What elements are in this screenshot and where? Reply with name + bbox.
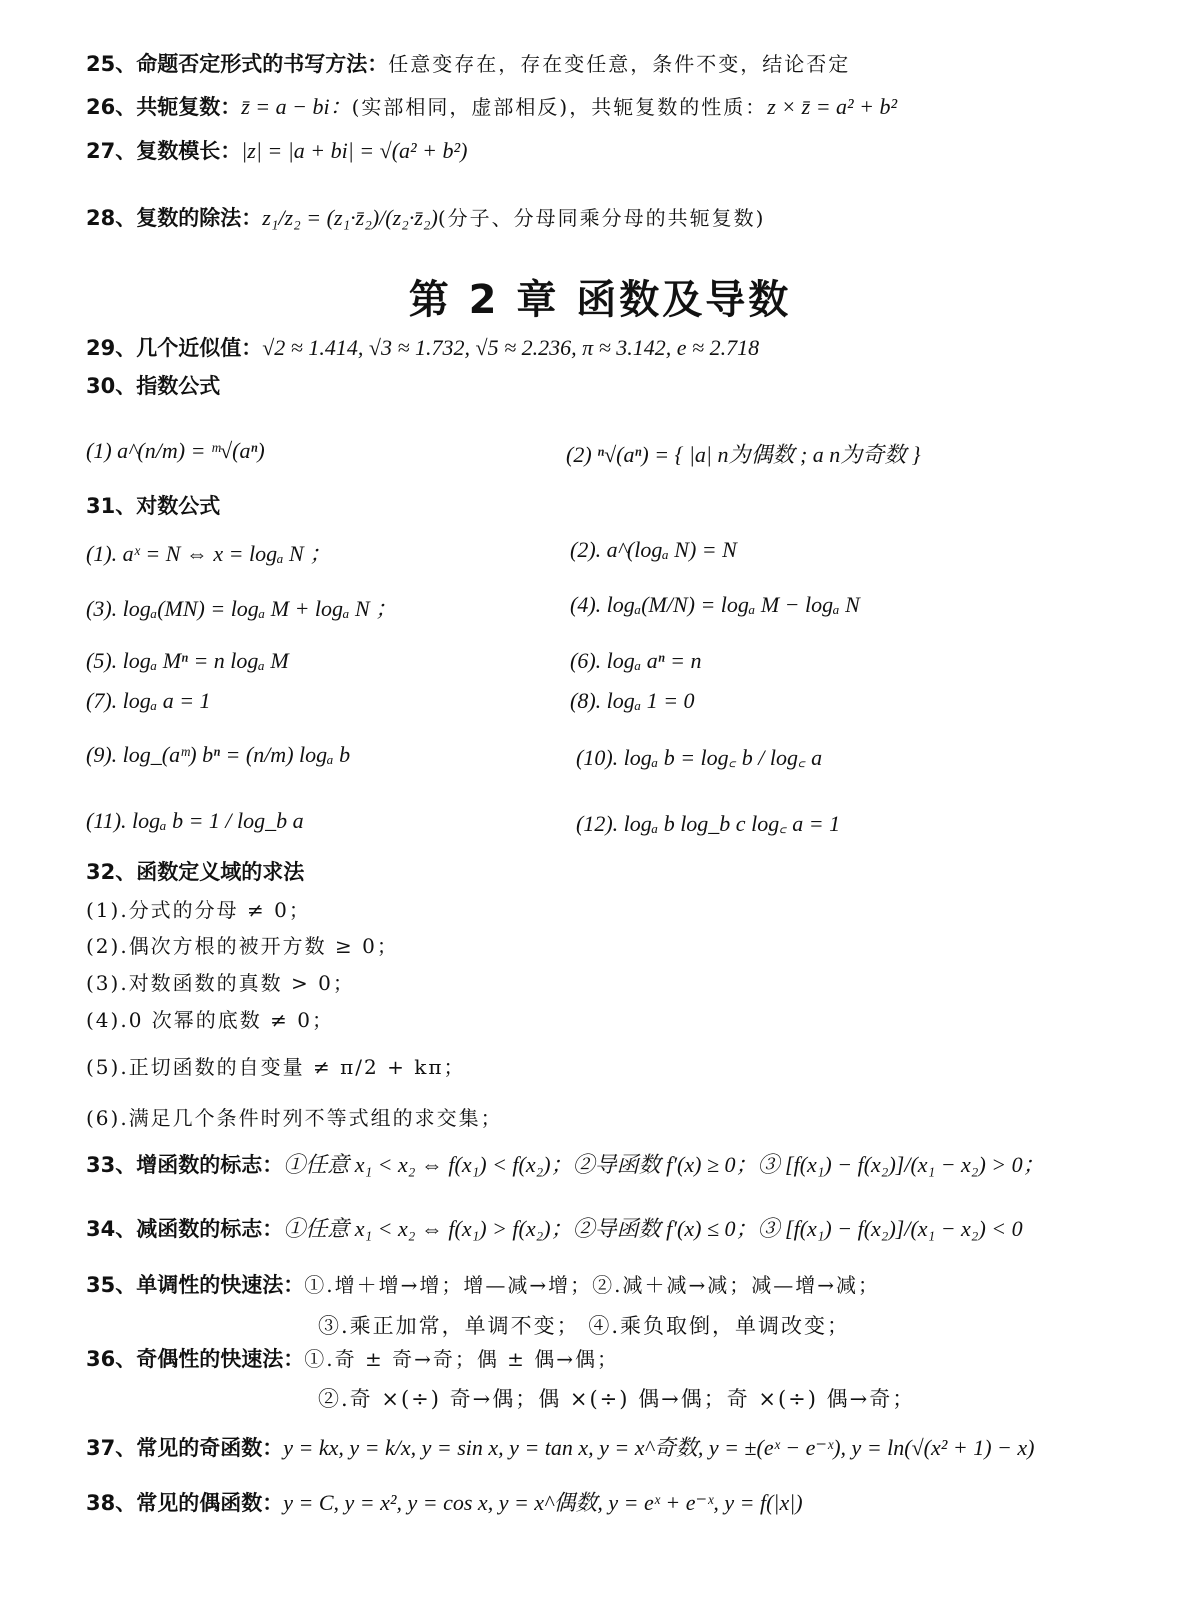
item-31-f8: (8). logₐ 1 = 0 [570, 688, 695, 713]
item-31-heading [86, 494, 220, 519]
item-36-line-2: ②.奇 ×(÷) 奇→偶；偶 ×(÷) 偶→偶；奇 ×(÷) 偶→奇； [318, 1387, 916, 1411]
item-33-label: 33、增函数的标志： [86, 1153, 284, 1177]
item-31-f10: (10). logₐ b = log꜀ b / log꜀ a [576, 745, 823, 770]
item-26-text: (实部相同，虚部相反)，共轭复数的性质： [351, 95, 768, 119]
item-37 [86, 1435, 1034, 1461]
item-32-rule-4: (4).0 次幂的底数 ≠ 0； [86, 1008, 334, 1032]
item-38-label: 38、常见的偶函数： [86, 1491, 284, 1515]
item-25 [86, 52, 850, 77]
item-36-label: 36、奇偶性的快速法： [86, 1347, 305, 1371]
item-27-label: 27、复数模长： [86, 139, 242, 163]
item-34-text: ①任意 x₁ < x₂ ⇔ f(x₁) > f(x₂)；②导函数 f′(x) ≤ 0；③ [f(x₁) − f(x₂)]/(x₁ − x₂) < 0 [283, 1216, 1023, 1241]
item-26-formula: z̄ = a − bi： [241, 94, 352, 119]
item-34-label: 34、减函数的标志： [86, 1217, 284, 1241]
item-32-heading [86, 860, 304, 885]
item-26-formula2: z × z̄ = a² + b² [767, 94, 898, 119]
item-31-f9: (9). log_(aᵐ) bⁿ = (n/m) logₐ b [86, 742, 351, 767]
item-34 [86, 1216, 1023, 1242]
item-31-f11: (11). logₐ b = 1 / log_b a [86, 808, 304, 833]
item-31-f6: (6). logₐ aⁿ = n [570, 648, 702, 673]
item-25-label: 25、命题否定形式的书写方法： [86, 52, 389, 76]
item-27 [86, 138, 467, 164]
item-28-formula: z₁/z₂ = (z₁·z̄₂)/(z₂·z̄₂) [262, 205, 438, 230]
item-28-text: (分子、分母同乘分母的共轭复数) [437, 206, 766, 230]
item-32-label: 32、函数定义域的求法 [86, 860, 305, 884]
item-31-f4: (4). logₐ(M/N) = logₐ M − logₐ N [570, 592, 860, 617]
item-30-f2: (2) ⁿ√(aⁿ) = { |a| n为偶数 ; a n为奇数 } [566, 442, 921, 467]
item-27-formula: |z| = |a + bi| = √(a² + b²) [241, 138, 468, 163]
item-37-label: 37、常见的奇函数： [86, 1436, 284, 1460]
item-28-label: 28、复数的除法： [86, 206, 263, 230]
item-31-f1: (1). aˣ = N ⇔ x = logₐ N ； [86, 541, 332, 566]
item-32-rule-6: (6).满足几个条件时列不等式组的求交集； [86, 1106, 503, 1130]
item-35-line-2: ③.乘正加常，单调不变； ④.乘负取倒，单调改变； [318, 1314, 851, 1338]
item-33 [86, 1152, 1045, 1178]
item-31-f12: (12). logₐ b log_b c log꜀ a = 1 [576, 811, 841, 836]
item-31-f3: (3). logₐ(MN) = logₐ M + logₐ N ； [86, 596, 398, 621]
item-26 [86, 94, 897, 120]
item-36 [86, 1347, 619, 1372]
item-25-text: 任意变存在，存在变任意，条件不变，结论否定 [388, 52, 851, 76]
item-32-rule-5: (5).正切函数的自变量 ≠ π/2 + kπ； [86, 1055, 466, 1079]
item-29 [86, 335, 759, 361]
item-31-label: 31、对数公式 [86, 494, 221, 518]
item-37-formula: y = kx, y = k/x, y = sin x, y = tan x, y = x^奇数, y = ±(eˣ − e⁻ˣ), y = ln(√(x² + 1) − x) [283, 1435, 1035, 1460]
item-31-f2: (2). a^(logₐ N) = N [570, 537, 737, 562]
item-32-rule-3: (3).对数函数的真数 > 0； [86, 971, 355, 995]
item-32-rule-1: (1).分式的分母 ≠ 0； [86, 898, 311, 922]
item-31-f5: (5). logₐ Mⁿ = n logₐ M [86, 648, 289, 673]
item-31-f7: (7). logₐ a = 1 [86, 688, 211, 713]
item-26-label: 26、共轭复数： [86, 95, 242, 119]
item-29-formula: √2 ≈ 1.414, √3 ≈ 1.732, √5 ≈ 2.236, π ≈ 3.142, e ≈ 2.718 [262, 335, 760, 360]
item-35 [86, 1273, 880, 1298]
item-30-label: 30、指数公式 [86, 374, 221, 398]
item-32-rule-2: (2).偶次方根的被开方数 ≥ 0； [86, 934, 399, 958]
item-35-line-1: ①.增＋增→增；增—减→增；②.减＋减→减；减—增→减； [304, 1273, 880, 1297]
item-28 [86, 205, 765, 231]
item-38-formula: y = C, y = x², y = cos x, y = x^偶数, y = eˣ + e⁻ˣ, y = f(|x|) [283, 1490, 803, 1515]
item-33-text: ①任意 x₁ < x₂ ⇔ f(x₁) < f(x₂)；②导函数 f′(x) ≥ 0；③ [f(x₁) − f(x₂)]/(x₁ − x₂) > 0； [283, 1152, 1045, 1177]
item-29-label: 29、几个近似值： [86, 336, 263, 360]
item-35-label: 35、单调性的快速法： [86, 1273, 305, 1297]
item-36-line-1: ①.奇 ± 奇→奇；偶 ± 偶→偶； [304, 1347, 620, 1371]
chapter-title: 第 2 章 函数及导数 [408, 277, 792, 323]
item-30-f1: (1) a^(n/m) = ᵐ√(aⁿ) [86, 438, 265, 463]
item-30-heading [86, 374, 220, 399]
item-38 [86, 1490, 803, 1516]
